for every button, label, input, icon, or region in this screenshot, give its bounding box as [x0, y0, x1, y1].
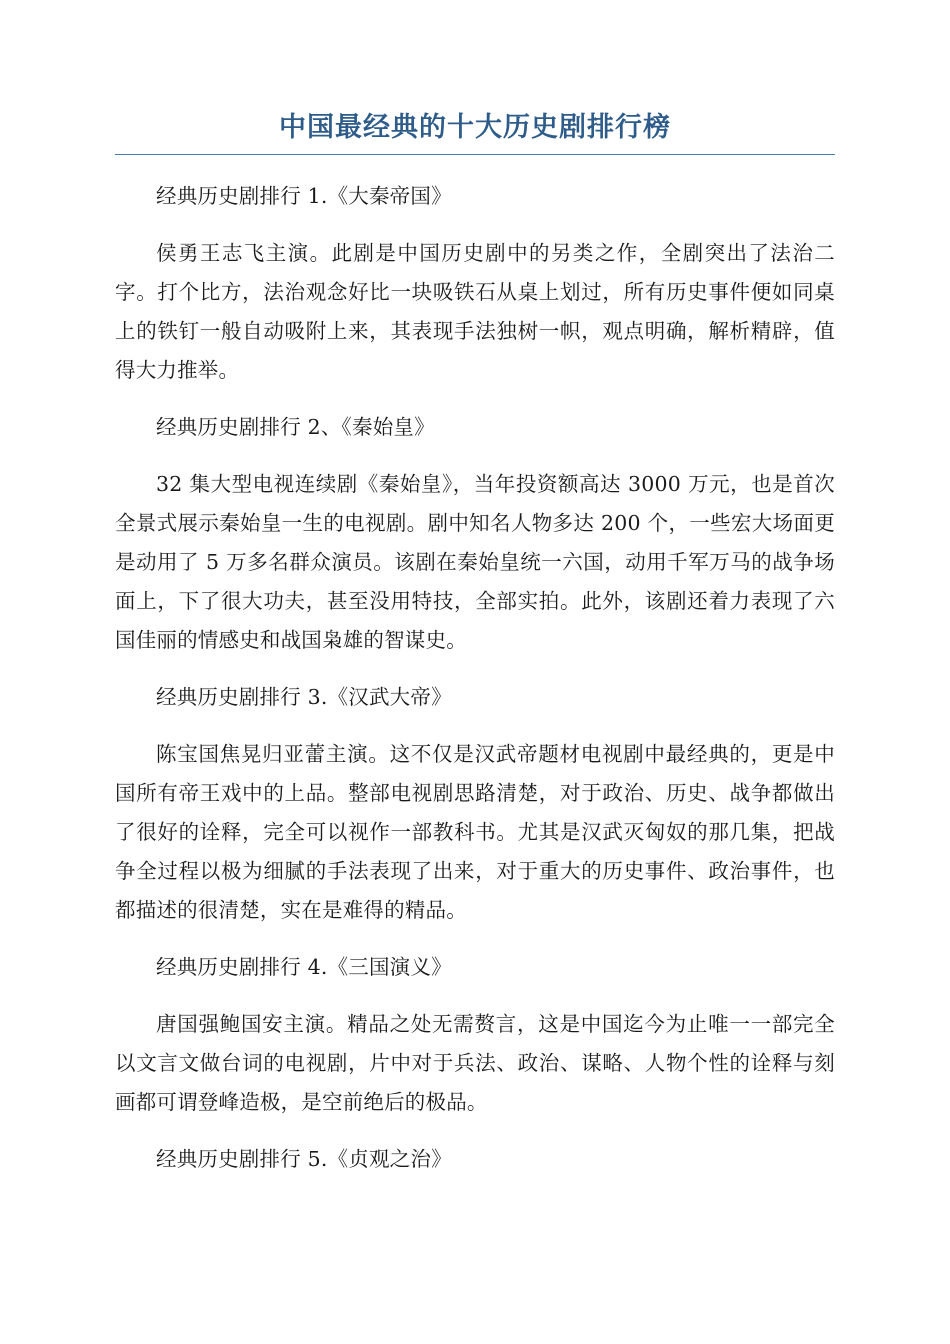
body-paragraph-3: 陈宝国焦晃归亚蕾主演。这不仅是汉武帝题材电视剧中最经典的，更是中国所有帝王戏中的上品。整部电视剧思路清楚，对于政治、历史、战争都做出了很好的诠释，完全可以视作一部教科书。尤其是汉武灭匈奴的那几集，把战争全过程以极为细腻的手法表现了出来，对于重大的历史事件、政治事件，也都描述的很清楚，实在是难得的精品。 — [115, 742, 835, 922]
section-heading-3: 经典历史剧排行 3.《汉武大帝》 — [156, 685, 452, 709]
document-body — [115, 177, 835, 1179]
document-title: 中国最经典的十大历史剧排行榜 — [115, 108, 835, 155]
section-heading-1: 经典历史剧排行 1.《大秦帝国》 — [156, 184, 452, 208]
section-heading-2: 经典历史剧排行 2、《秦始皇》 — [156, 415, 435, 439]
body-paragraph-1: 侯勇王志飞主演。此剧是中国历史剧中的另类之作，全剧突出了法治二字。打个比方，法治观念好比一块吸铁石从桌上划过，所有历史事件便如同桌上的铁钉一般自动吸附上来，其表现手法独树一帜，观点明确，解析精辟，值得大力推举。 — [115, 241, 835, 382]
section-heading-4: 经典历史剧排行 4.《三国演义》 — [156, 955, 452, 979]
body-paragraph-2: 32 集大型电视连续剧《秦始皇》，当年投资额高达 3000 万元，也是首次全景式展示秦始皇一生的电视剧。剧中知名人物多达 200 个，一些宏大场面更是动用了 5 万多名群众演员。该剧在秦始皇统一六国，动用千军万马的战争场面上，下了很大功夫，甚至没用特技，全部实拍。此外，该剧还着力表现了六国佳丽的情感史和战国枭雄的智谋史。 — [115, 472, 835, 652]
section-heading-5: 经典历史剧排行 5.《贞观之治》 — [156, 1147, 452, 1171]
body-paragraph-4: 唐国强鲍国安主演。精品之处无需赘言，这是中国迄今为止唯一一部完全以文言文做台词的电视剧，片中对于兵法、政治、谋略、人物个性的诠释与刻画都可谓登峰造极，是空前绝后的极品。 — [115, 1012, 835, 1114]
document-page — [115, 108, 835, 1197]
